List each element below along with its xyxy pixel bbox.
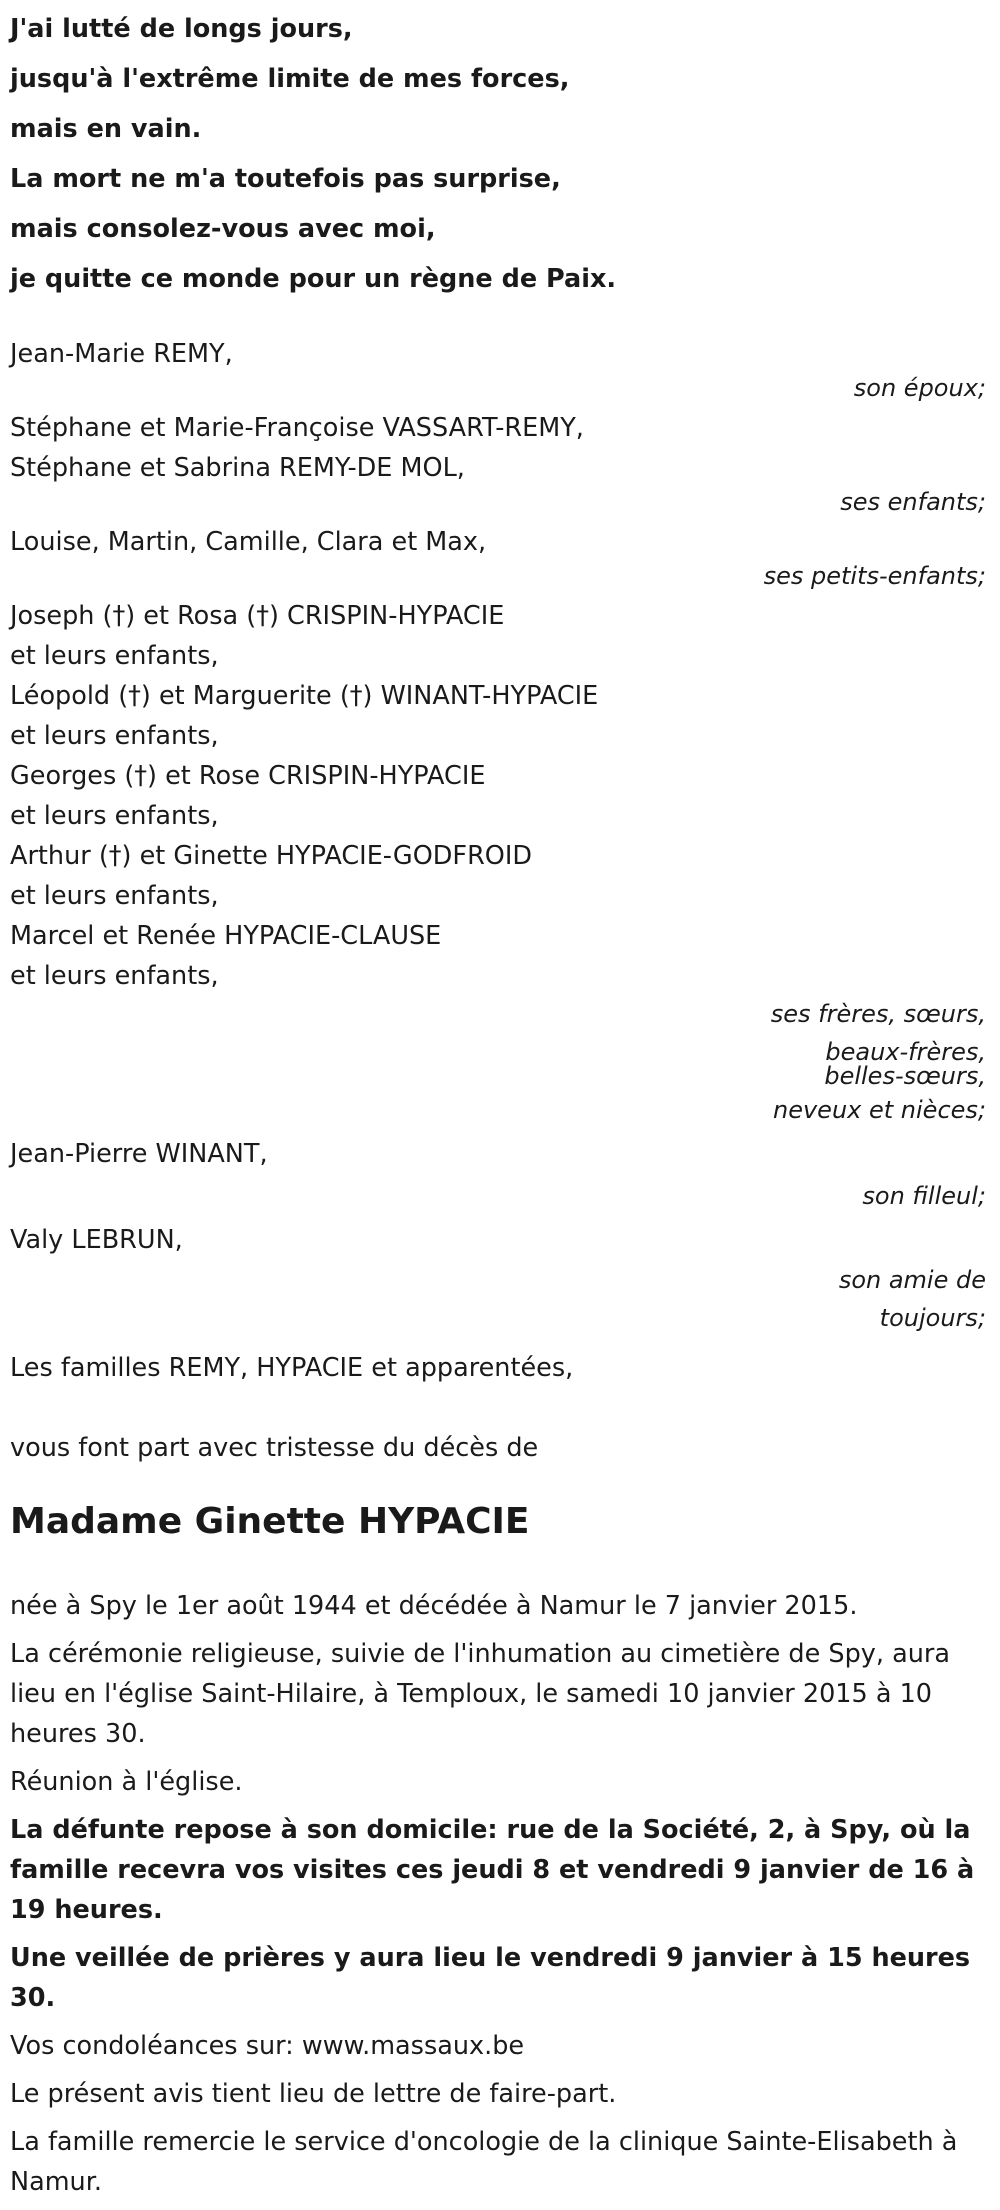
family-name: Valy LEBRUN, [10, 1225, 183, 1255]
family-name: Stéphane et Marie-Françoise VASSART-REMY, [10, 413, 584, 443]
family-name: Stéphane et Sabrina REMY-DE MOL, [10, 453, 465, 483]
family-name: Jean-Pierre WINANT, [10, 1139, 268, 1169]
poem-line: jusqu'à l'extrême limite de mes forces, [10, 64, 570, 94]
family-name: Jean-Marie REMY, [10, 339, 233, 369]
relation-label: belles-sœurs, [824, 1062, 986, 1090]
poem-line: mais en vain. [10, 114, 202, 144]
family-name: Joseph (†) et Rosa (†) CRISPIN-HYPACIE [10, 601, 505, 631]
family-group-friend [10, 1220, 990, 1336]
poem-line: La mort ne m'a toutefois pas surprise, [10, 164, 561, 194]
relation-label: ses enfants; [840, 488, 986, 516]
details-paragraph: Le présent avis tient lieu de lettre de faire-part. [10, 2079, 617, 2109]
details-paragraph: née à Spy le 1er août 1944 et décédée à Namur le 7 janvier 2015. [10, 1591, 858, 1621]
relation-label: son époux; [853, 374, 986, 402]
announcement-text: vous font part avec tristesse du décès de [10, 1433, 539, 1463]
family-name: Arthur (†) et Ginette HYPACIE-GODFROID [10, 841, 533, 871]
family-name: et leurs enfants, [10, 961, 219, 991]
family-name: et leurs enfants, [10, 801, 219, 831]
service-details [10, 1586, 990, 2202]
family-group-siblings [10, 596, 990, 1124]
relation-label: son amie de [838, 1266, 986, 1294]
family-name: Léopold (†) et Marguerite (†) WINANT-HYPACIE [10, 681, 599, 711]
details-paragraph: La cérémonie religieuse, suivie de l'inhumation au cimetière de Spy, aura lieu en l'église Saint-Hilaire, à Temploux, le samedi 10 janvier 2015 à 10 heures 30. [10, 1639, 950, 1749]
obituary-document [10, 0, 990, 2210]
details-paragraph: Vos condoléances sur: www.massaux.be [10, 2031, 525, 2061]
details-paragraph: La défunte repose à son domicile: rue de la Société, 2, à Spy, où la famille recevra vos visites ces jeudi 8 et vendredi 9 janvier de 16 à 19 heures. [10, 1815, 975, 1925]
family-group-children [10, 408, 990, 516]
family-name: et leurs enfants, [10, 881, 219, 911]
poem-line: je quitte ce monde pour un règne de Paix. [10, 264, 617, 294]
family-name: Georges (†) et Rose CRISPIN-HYPACIE [10, 761, 486, 791]
family-group-families [10, 1348, 990, 1388]
details-paragraph: Une veillée de prières y aura lieu le vendredi 9 janvier à 15 heures 30. [10, 1943, 971, 2013]
family-group-godson [10, 1134, 990, 1210]
relation-label: toujours; [879, 1304, 986, 1332]
details-paragraph: Réunion à l'église. [10, 1767, 243, 1797]
relation-label: ses petits-enfants; [763, 562, 986, 590]
family-list [10, 334, 990, 1388]
poem-line: J'ai lutté de longs jours, [10, 14, 353, 44]
family-name: Marcel et Renée HYPACIE-CLAUSE [10, 921, 442, 951]
family-name: et leurs enfants, [10, 641, 219, 671]
relation-label: beaux-frères, [825, 1038, 986, 1066]
details-paragraph: La famille remercie le service d'oncologie de la clinique Sainte-Elisabeth à Namur. [10, 2127, 958, 2197]
relation-label: ses frères, sœurs, [770, 1000, 986, 1028]
family-group-spouse [10, 334, 990, 402]
deceased-name: Madame Ginette HYPACIE [10, 1501, 530, 1542]
poem-line: mais consolez-vous avec moi, [10, 214, 436, 244]
relation-label: neveux et nièces; [773, 1096, 986, 1124]
family-name: Louise, Martin, Camille, Clara et Max, [10, 527, 487, 557]
relation-label: son filleul; [862, 1182, 986, 1210]
poem [10, 0, 990, 304]
family-name: Les familles REMY, HYPACIE et apparentées, [10, 1353, 574, 1383]
family-name: et leurs enfants, [10, 721, 219, 751]
family-group-grandchildren [10, 522, 990, 590]
